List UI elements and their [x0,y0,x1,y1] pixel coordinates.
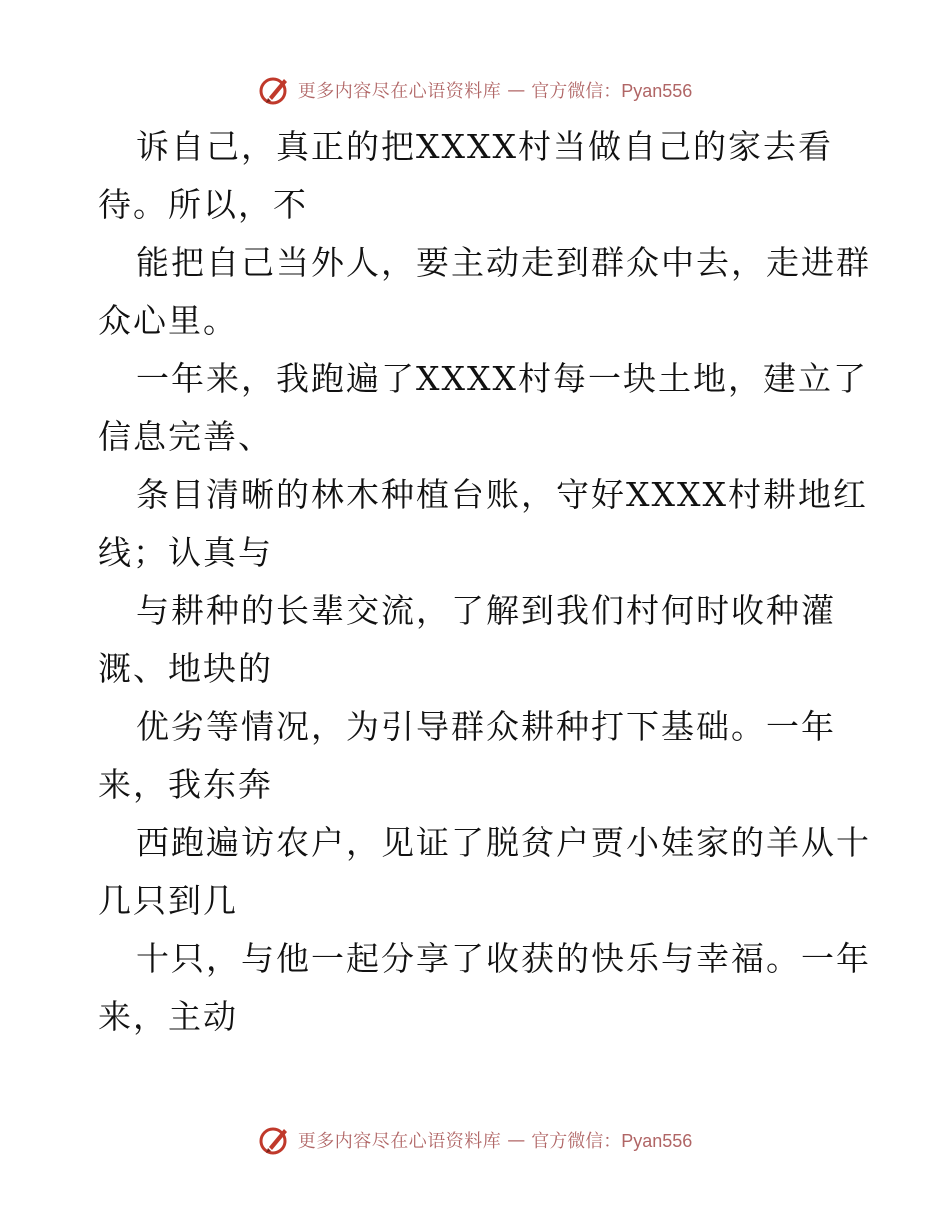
text-line: 与耕种的长辈交流，了解到我们村何时收种灌 [136,591,836,630]
footer-wechat-text: 官方微信：Pyan556 [531,1131,693,1151]
text-line: 众心里。 [98,301,238,340]
header-separator: — [507,79,526,101]
text-line: 来，我东奔 [98,765,273,804]
text-line: 一年来，我跑遍了XXXX村每一块土地，建立了 [136,359,868,398]
text-line: 诉自己，真正的把XXXX村当做自己的家去看 [136,127,833,166]
footer-banner [0,1120,950,1160]
body-text [98,118,871,1046]
text-line: 能把自己当外人，要主动走到群众中去，走进群 [136,243,871,282]
text-line: 来，主动 [98,997,238,1036]
text-line: 待。所以，不 [98,185,308,224]
text-line: 几只到几 [98,881,238,920]
text-line: 条目清晰的林木种植台账，守好XXXX村耕地红 [136,475,868,514]
text-line: 溉、地块的 [98,649,273,688]
text-line: 十只，与他一起分享了收获的快乐与幸福。一年 [136,939,871,978]
footer-site-text: 更多内容尽在心语资料库 [297,1131,502,1152]
header-banner [0,70,950,110]
header-wechat-text: 官方微信：Pyan556 [531,81,693,101]
text-line: 优劣等情况，为引导群众耕种打下基础。一年 [136,707,836,746]
text-line: 线；认真与 [98,533,273,572]
quill-logo-icon [258,1123,292,1157]
text-line: 西跑遍访农户，见证了脱贫户贾小娃家的羊从十 [136,823,871,862]
text-line: 信息完善、 [98,417,273,456]
footer-separator: — [507,1129,526,1151]
header-site-text: 更多内容尽在心语资料库 [297,81,502,102]
quill-logo-icon [258,73,292,107]
